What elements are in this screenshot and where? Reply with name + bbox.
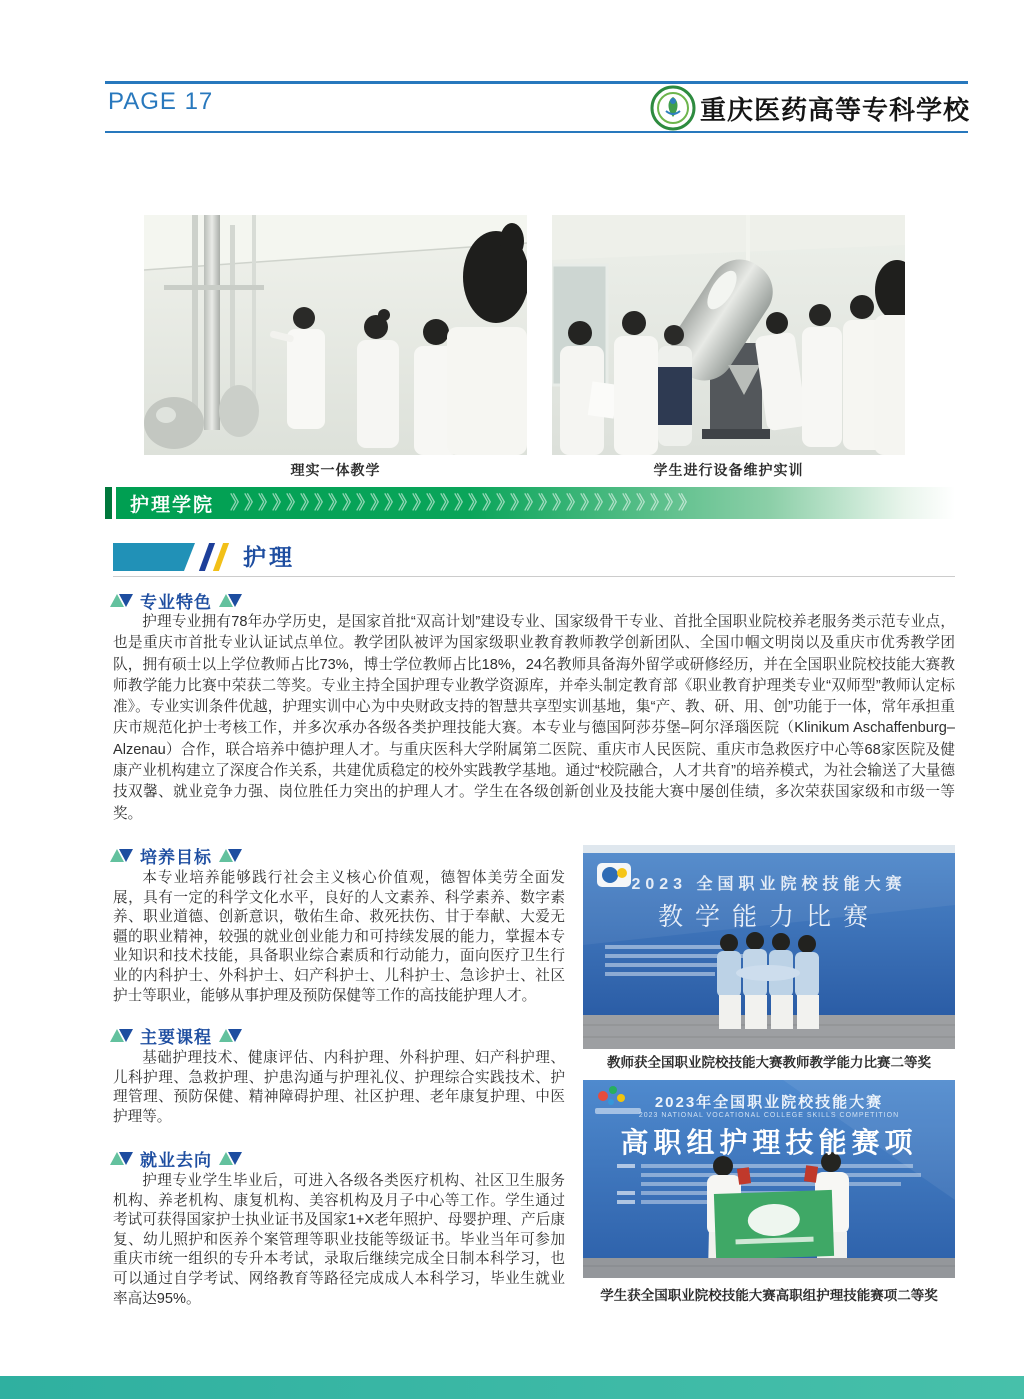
paragraph-courses: 基础护理技术、健康评估、内科护理、外科护理、妇产科护理、儿科护理、急救护理、护患沟通与护理礼仪、护理综合实践技术、护理管理、预防保健、精神障碍护理、社区护理、老年康复护理、中医护理等。: [113, 1050, 565, 1125]
paragraph-features: 护理专业拥有78年办学历史，是国家首批“双高计划”建设专业、国家级骨干专业、首批全国职业院校养老服务类示范专业点，也是重庆市首批专业认证试点单位。教学团队被评为国家级职业教育教师教学创新团队、全国巾帼文明岗以及重庆市优秀教学团队，拥有硕士以上学位教师占比73%，博士学位教师占比18%，24名教师具备海外留学或研修经历，并在全国职业院校技能大赛教师教学能力比赛中荣获二等奖。专业主持全国护理专业教学资源库，并牵头制定教育部《职业教育护理类专业“双师型”教师认定标准》。专业实训条件优越，护理实训中心为中央财政支持的智慧共享型实训基地，集“产、教、研、用、创”功能于一体，常年承担重庆市规范化护士考核工作，并多次承办各级各类护理技能大赛。本专业与德国阿莎芬堡–阿尔泽瑙医院（Klinikum Aschaffenburg–Alzenau）合作，联合培养中德护理人才。与重庆医科大学附属第二医院、重庆市人民医院、重庆市急救医疗中心等68家医院及健康产业机构建立了深度合作关系，共建优质稳定的校外实践教学基地。通过“校院融合，人才共育”的培养模式，为社会输送了大量德技双馨、就业竞争力强、岗位胜任力突出的护理人才。学生在各级创新创业及技能大赛中屡创佳绩，多次荣获国家级和市级一等奖。: [113, 614, 955, 822]
triangle-down-icon: [119, 849, 133, 862]
photo-lab-teaching: [144, 215, 527, 455]
footer-bar: [0, 1376, 1024, 1399]
photo1-backdrop-line1: 2023 全国职业院校技能大赛: [631, 876, 907, 893]
photo2-backdrop-line2: 2023 NATIONAL VOCATIONAL COLLEGE SKILLS COMPETITION: [638, 1112, 900, 1119]
caption-equipment-training: 学生进行设备维护实训: [653, 462, 804, 478]
triangle-down-icon: [228, 594, 242, 607]
paragraph-employment: 护理专业学生毕业后，可进入各级各类医疗机构、社区卫生服务机构、养老机构、康复机构、美容机构及月子中心等工作。学生通过考试可获得国家护士执业证书及国家1+X老年照护、母婴护理、产后康复、幼儿照护和医养个案管理等职业技能等级证书。毕业当年可参加重庆市统一组织的专升本考试，录取后继续完成全日制本科学习，也可以通过自学考试、网络教育等路径完成成人本科学习，毕业生就业率高达95%。: [113, 1173, 565, 1307]
banner-accent-bar: [105, 487, 112, 519]
photo-teaching-competition: [583, 845, 955, 1049]
header-rule-bottom: [105, 131, 968, 133]
section-heading-label: 主要课程: [140, 1028, 212, 1047]
section-heading-features: [110, 588, 242, 613]
header-rule-top: [105, 81, 968, 84]
major-title: 护理: [243, 544, 295, 570]
triangle-down-icon: [228, 1152, 242, 1165]
photo-nursing-competition: [583, 1080, 955, 1278]
triangle-down-icon: [119, 594, 133, 607]
triangle-down-icon: [228, 849, 242, 862]
caption-nursing-competition: 学生获全国职业院校技能大赛高职组护理技能赛项二等奖: [600, 1288, 938, 1303]
photo2-backdrop-line3: 高职组护理技能赛项: [620, 1127, 918, 1158]
section-heading-employment: [110, 1146, 242, 1171]
school-logo-icon: [650, 85, 696, 131]
page-label: PAGE 17: [108, 88, 214, 115]
photo-lab-teaching-graphic: [144, 215, 527, 455]
college-banner: [116, 487, 955, 519]
school-name: 重庆医药高等专科学校: [700, 96, 971, 126]
section-heading-objectives: [110, 843, 242, 868]
college-banner-title: 护理学院: [130, 494, 215, 516]
school-logo-graphic: [650, 85, 696, 131]
photo2-backdrop-line1: 2023年全国职业院校技能大赛: [654, 1094, 884, 1111]
title-parallelogram: [113, 543, 195, 571]
section-heading-label: 培养目标: [140, 848, 212, 867]
section-heading-label: 专业特色: [140, 593, 212, 612]
paragraph-objectives: 本专业培养能够践行社会主义核心价值观，德智体美劳全面发展，具有一定的科学文化水平，良好的人文素养、科学素养、数字素养、职业道德、创新意识，敬佑生命、救死扶伤、甘于奉献、大爱无疆的职业精神，较强的就业创业能力和可持续发展的能力，掌握本专业知识和技术技能，具备职业综合素质和行动能力，面向医疗卫生行业的内科护士、外科护士、妇产科护士、儿科护士、急诊护士、社区护士等职业，能够从事护理及预防保健等工作的高技能护理人才。: [113, 870, 565, 1004]
photo1-backdrop-line2: 教学能力比赛: [657, 902, 880, 931]
chevrons-right-icon: 》》》》》》》》》》》》》》》》》》》》》》》》》》》》》》》》》: [230, 493, 702, 513]
section-heading-label: 就业去向: [140, 1151, 212, 1170]
section-heading-courses: [110, 1023, 242, 1048]
major-title-rule: [113, 576, 955, 577]
slash-blue-icon: [199, 543, 215, 571]
caption-teaching-competition: 教师获全国职业院校技能大赛教师教学能力比赛二等奖: [607, 1055, 931, 1070]
slash-yellow-icon: [213, 543, 229, 571]
photo-equipment-training: [552, 215, 905, 455]
caption-lab-teaching: 理实一体教学: [290, 462, 381, 478]
photo-equipment-training-graphic: [552, 215, 905, 455]
triangle-down-icon: [228, 1029, 242, 1042]
triangle-down-icon: [119, 1029, 133, 1042]
triangle-down-icon: [119, 1152, 133, 1165]
